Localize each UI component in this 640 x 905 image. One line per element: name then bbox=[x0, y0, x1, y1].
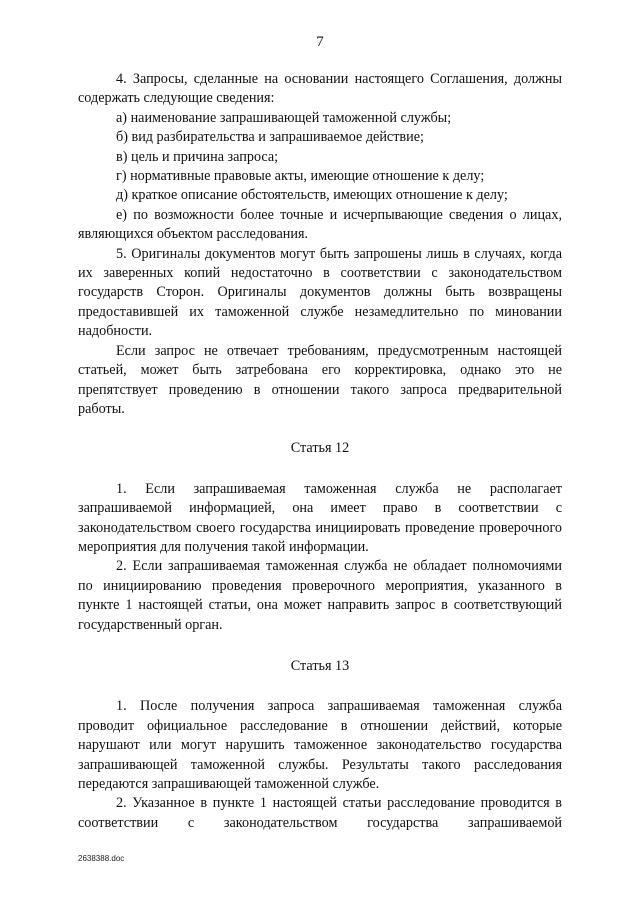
article-13-paragraph-2: 2. Указанное в пункте 1 настоящей статьи расследование проводится в соответствии с законодательством государства запрашиваемой bbox=[78, 795, 562, 831]
list-item-c: в) цель и причина запроса; bbox=[116, 148, 279, 165]
article-12-heading: Статья 12 bbox=[290, 440, 350, 457]
list-item-f: е) по возможности более точные и исчерпывающие сведения о лицах, являющихся объектом расследования. bbox=[78, 206, 562, 243]
document-body bbox=[78, 70, 562, 833]
article-13-paragraph-1: 1. После получения запроса запрашиваемая таможенная служба проводит официальное расследование в отношении действий, которые нарушают или могут нарушить таможенное законодательство государства запрашивающей таможенной службы. Результаты такого расследования передаются запрашивающей таможенной службе. bbox=[78, 698, 562, 792]
list-item-b: б) вид разбирательства и запрашиваемое действие; bbox=[116, 129, 424, 146]
page-number: 7 bbox=[316, 34, 324, 50]
paragraph-5: 5. Оригиналы документов могут быть запрошены лишь в случаях, когда их заверенных копий недостаточно в соответствии с законодательством государств Сторон. Оригиналы документов должны быть возвращены предоставившей их таможенной службе незамедлительно по миновании надобности. bbox=[78, 245, 562, 340]
article-12-paragraph-2: 2. Если запрашиваемая таможенная служба не обладает полномочиями по инициированию проведения проверочного мероприятия, указанного в пункте 1 настоящей статьи, она может направить запрос в соответствующий государственный орган. bbox=[78, 558, 562, 633]
file-name-footer: 2638388.doc bbox=[78, 854, 125, 863]
list-item-a: а) наименование запрашивающей таможенной службы; bbox=[116, 109, 452, 126]
list-item-d: г) нормативные правовые акты, имеющие отношение к делу; bbox=[116, 168, 485, 185]
paragraph-4: 4. Запросы, сделанные на основании настоящего Соглашения, должны содержать следующие сведения: bbox=[78, 71, 562, 107]
article-12-paragraph-1: 1. Если запрашиваемая таможенная служба не располагает запрашиваемой информацией, она имеет право в соответствии с законодательством своего государства инициировать проведение проверочного мероприятия для получения такой информации. bbox=[78, 480, 562, 555]
paragraph-correction: Если запрос не отвечает требованиям, предусмотренным настоящей статьей, может быть затребована его корректировка, однако это не препятствует проведению в отношении такого запроса предварительной работы. bbox=[78, 342, 562, 417]
article-13-heading: Статья 13 bbox=[290, 657, 350, 674]
list-item-e: д) краткое описание обстоятельств, имеющих отношение к делу; bbox=[116, 187, 508, 204]
